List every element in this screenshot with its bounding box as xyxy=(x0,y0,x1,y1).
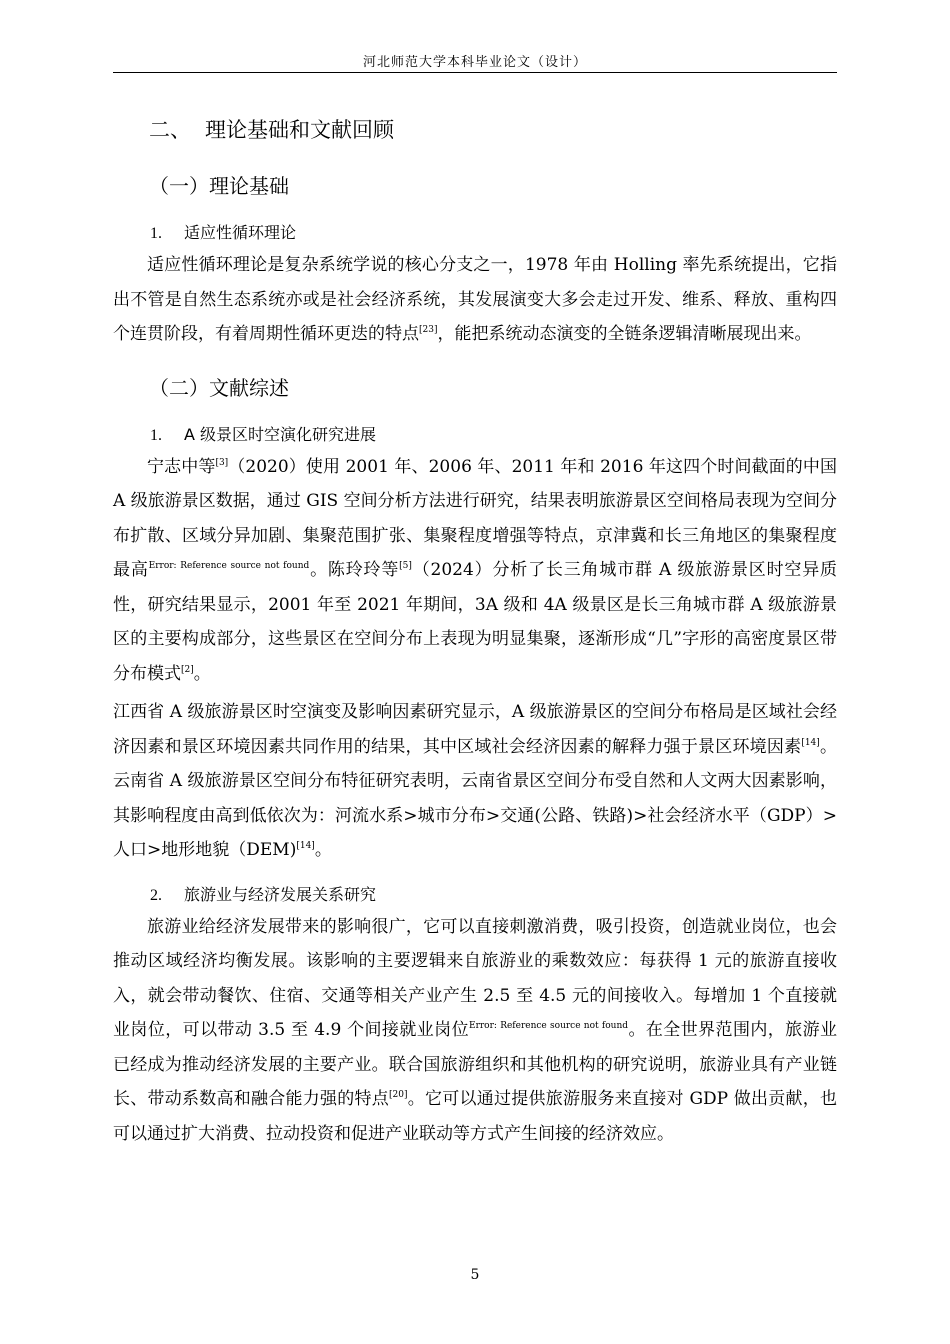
citation-error: Error: Reference source not found xyxy=(469,1021,629,1031)
text-run: 。云南省 A 级旅游景区空间分布特征研究表明，云南省景区空间分布受自然和人文两大因素影响，其影响程度由高到低依次为：河流水系>城市分布>交通(公路、铁路)>社会经济水平（GDP）>人口>地形地貌（DEM) xyxy=(113,736,838,860)
text-run: 。陈玲玲等 xyxy=(309,560,400,580)
item-number: 2. xyxy=(150,886,162,904)
citation: [2] xyxy=(181,664,194,675)
item-title: A 级景区时空演化研究进展 xyxy=(184,424,377,444)
citation: [23] xyxy=(419,325,438,335)
text-run: 旅游业给经济发展带来的影响很广，它可以直接刺激消费，吸引投资，创造就业岗位，也会推动区域经济均衡发展。该影响的主要逻辑来自旅游业的乘数效应：每获得 1 元的旅游直接收入，就会带动餐饮、住宿、交通等相关产业产生 2.5 至 4.5 元的间接收入。每增加 1 个直接就业岗位，可以带动 3.5 至 4.9 个间接就业岗位 xyxy=(113,916,837,1040)
text-run: 适应性循环理论是复杂系统学说的核心分支之一，1978 年由 Holling 率先系统提出，它指出不管是自然生态系统亦或是社会经济系统，其发展演变大多会走过开发、维系、释放、重构四个连贯阶段，有着周期性循环更迭的特点 xyxy=(113,255,837,344)
text-run: 宁志中等 xyxy=(147,456,216,477)
citation: [5] xyxy=(399,561,412,571)
text-run: 。它可以通过提供旅游服务来直接对 GDP 做出贡献，也可以通过扩大消费、拉动投资和促进产业联动等方式产生间接的经济效应。 xyxy=(113,1089,837,1144)
item-heading-a-level-scenic xyxy=(150,420,837,450)
text-run: 。在全世界范围内，旅游业已经成为推动经济发展的主要产业。联合国旅游组织和其他机构的研究说明，旅游业具有产业链长、带动系数高和融合能力强的特点 xyxy=(113,1020,838,1109)
text-run: 江西省 A 级旅游景区时空演变及影响因素研究显示，A 级旅游景区的空间分布格局是区域社会经济因素和景区环境因素共同作用的结果，其中区域社会经济因素的解释力强于景区环境因素 xyxy=(113,702,837,757)
citation: [14] xyxy=(801,737,820,748)
item-number: 1. xyxy=(150,426,162,444)
item-title: 适应性循环理论 xyxy=(184,223,297,242)
text-run: （2024）分析了长三角城市群 A 级旅游景区时空异质性，研究结果显示，2001 年至 2021 年期间，3A 级和 4A 级景区是长三角城市群 A 级旅游景区的主要构成部分，这些景区在空间分布上表现为明显集聚，逐渐形成“几”字形的高密度景区带分布模式 xyxy=(113,560,838,684)
text-run: 。 xyxy=(193,663,211,684)
citation: [3] xyxy=(215,457,229,468)
page-body xyxy=(113,110,837,1151)
paragraph-adaptive-cycle xyxy=(113,248,837,352)
item-heading-tourism-economy xyxy=(150,880,837,910)
citation-error: Error: Reference source not found xyxy=(148,561,310,571)
paragraph-spatiotemporal-1 xyxy=(113,450,837,692)
section-number: 二、 xyxy=(149,118,191,142)
text-run: 。 xyxy=(314,840,332,860)
section-title: 理论基础和文献回顾 xyxy=(205,118,394,142)
running-header: 河北师范大学本科毕业论文（设计） xyxy=(362,55,587,70)
text-run: （2020）使用 2001 年、2006 年、2011 年和 2016 年这四个时间截面的中国 A 级旅游景区数据，通过 GIS 空间分析方法进行研究，结果表明旅游景区空间格局表现为空间分布扩散、区域分异加剧、集聚范围扩张、集聚程度增强等特点，京津冀和长三角地区的集聚程度最高 xyxy=(113,456,837,580)
text-run: ，能把系统动态演变的全链条逻辑清晰展现出来。 xyxy=(437,324,812,344)
subsection-literature-heading: （二）文献综述 xyxy=(149,375,289,400)
item-heading-adaptive-cycle xyxy=(150,218,837,248)
paragraph-spatiotemporal-2 xyxy=(113,695,837,868)
paragraph-tourism-economy xyxy=(113,910,837,1152)
citation: [20] xyxy=(389,1090,408,1100)
citation: [14] xyxy=(296,841,315,851)
item-number: 1. xyxy=(150,225,162,242)
subsection-theory-heading: （一）理论基础 xyxy=(149,174,289,198)
header-rule xyxy=(113,72,837,73)
page-number: 5 xyxy=(470,1267,480,1283)
section-heading xyxy=(149,110,837,150)
item-title: 旅游业与经济发展关系研究 xyxy=(184,884,377,904)
